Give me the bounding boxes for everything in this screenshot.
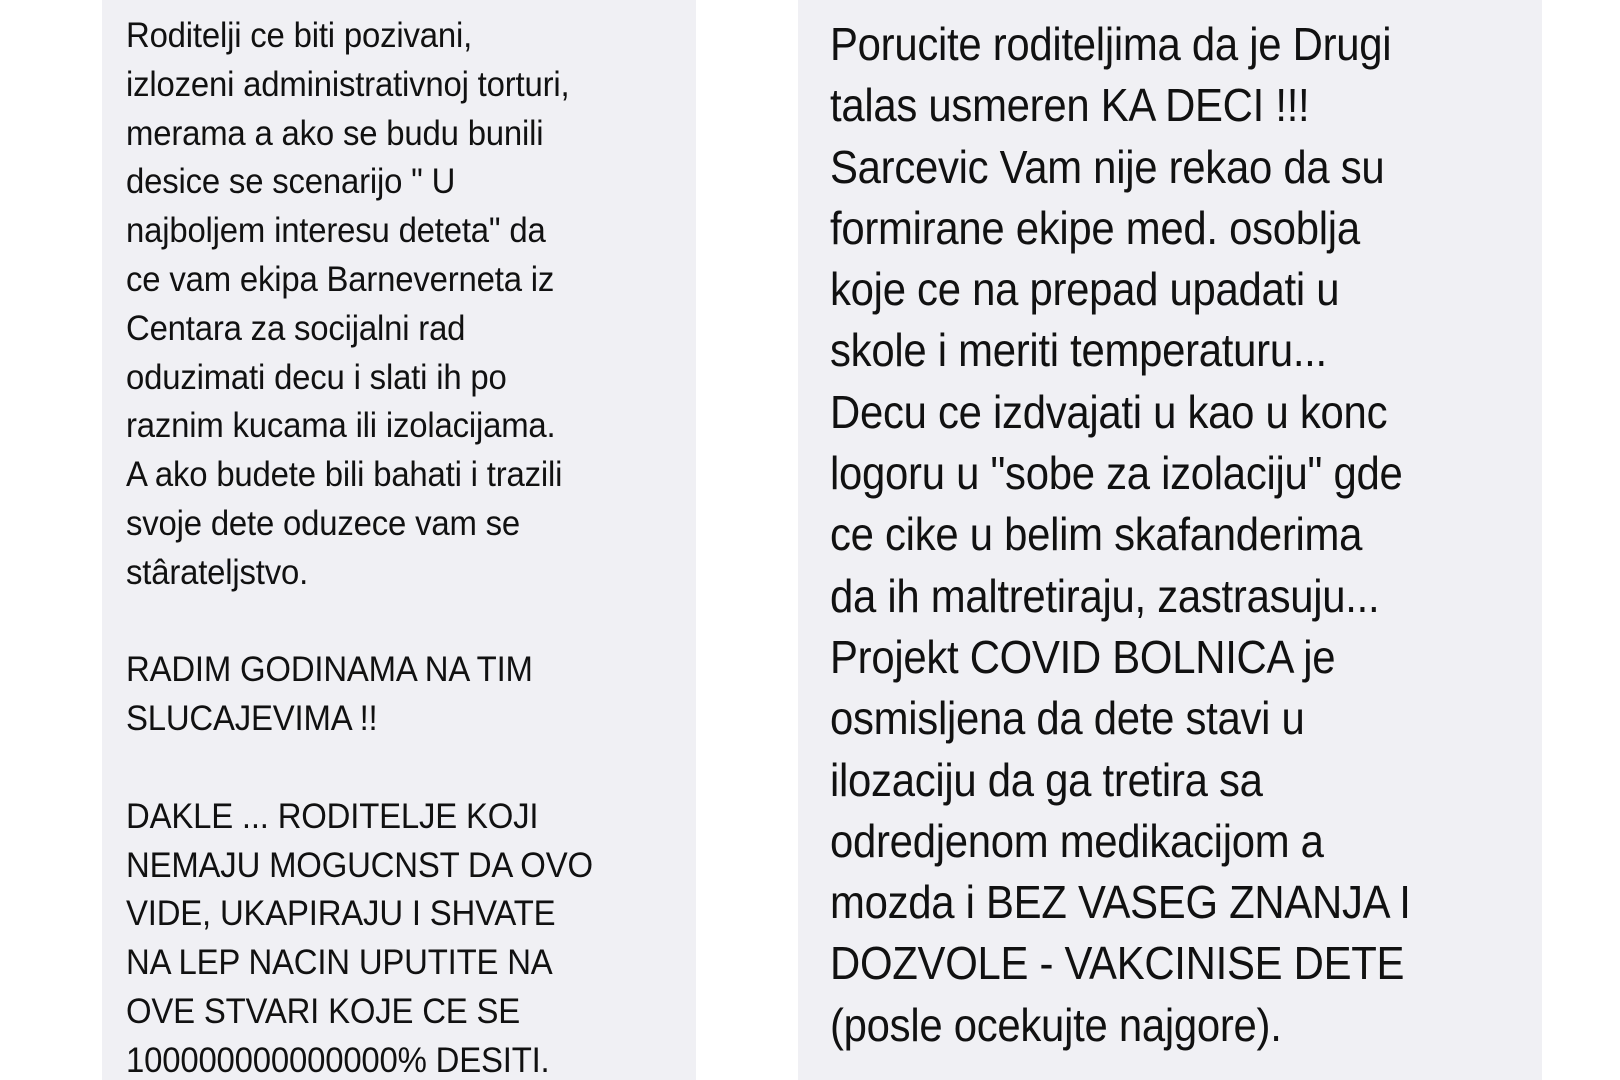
message-line: ilozaciju da ga tretira sa bbox=[830, 753, 1263, 806]
message-line: DAKLE ... RODITELJE KOJI bbox=[126, 796, 539, 836]
message-line: logoru u "sobe za izolaciju" gde bbox=[830, 447, 1403, 500]
message-bubble-left bbox=[102, 0, 696, 1080]
message-line: raznim kucama ili izolacijama. bbox=[126, 406, 556, 446]
message-line: A ako budete bili bahati i trazili bbox=[126, 455, 563, 495]
message-line: ce vam ekipa Barneverneta iz bbox=[126, 259, 555, 299]
message-line: da ih maltretiraju, zastrasuju... bbox=[830, 569, 1380, 622]
message-line: RADIM GODINAMA NA TIM bbox=[126, 650, 533, 690]
message-paragraph bbox=[830, 14, 1542, 1056]
message-line: SLUCAJEVIMA !! bbox=[126, 699, 378, 739]
message-paragraph bbox=[126, 12, 696, 598]
message-line: oduzimati decu i slati ih po bbox=[126, 357, 507, 397]
message-line: (posle ocekujte najgore). bbox=[830, 998, 1282, 1051]
message-line: ce cike u belim skafanderima bbox=[830, 508, 1363, 561]
message-paragraph bbox=[126, 646, 696, 744]
message-line: skole i meriti temperaturu... bbox=[830, 324, 1327, 377]
message-line: odredjenom medikacijom a bbox=[830, 814, 1324, 867]
message-line: merama a ako se budu bunili bbox=[126, 113, 544, 153]
message-line: Projekt COVID BOLNICA je bbox=[830, 630, 1336, 683]
message-line: DOZVOLE - VAKCINISE DETE bbox=[830, 937, 1405, 990]
message-line: Porucite roditeljima da je Drugi bbox=[830, 18, 1392, 70]
message-line: OVE STVARI KOJE CE SE bbox=[126, 991, 521, 1031]
message-line: NEMAJU MOGUCNST DA OVO bbox=[126, 845, 593, 885]
message-line: Roditelji ce biti pozivani, bbox=[126, 16, 473, 55]
message-bubble-right bbox=[798, 0, 1542, 1080]
message-line: osmisljena da dete stavi u bbox=[830, 692, 1305, 745]
message-line: mozda i BEZ VASEG ZNANJA I bbox=[830, 876, 1411, 929]
message-line: Decu ce izdvajati u kao u konc bbox=[830, 385, 1388, 438]
message-line: Sarcevic Vam nije rekao da su bbox=[830, 140, 1385, 193]
message-line: Centara za socijalni rad bbox=[126, 308, 466, 348]
message-line: formirane ekipe med. osoblja bbox=[830, 201, 1360, 254]
message-paragraph bbox=[126, 793, 696, 1080]
message-line: talas usmeren KA DECI !!! bbox=[830, 79, 1310, 132]
message-line: svoje dete oduzece vam se bbox=[126, 503, 520, 543]
message-line: VIDE, UKAPIRAJU I SHVATE bbox=[126, 894, 556, 934]
message-line: stârateljstvo. bbox=[126, 552, 309, 592]
message-line: 100000000000000% DESITI. bbox=[126, 1040, 550, 1080]
message-line: desice se scenarijo " U bbox=[126, 162, 456, 202]
message-line: koje ce na prepad upadati u bbox=[830, 263, 1340, 316]
paragraph-spacer bbox=[126, 598, 696, 647]
paragraph-spacer bbox=[126, 744, 696, 793]
message-line: izlozeni administrativnoj torturi, bbox=[126, 64, 570, 104]
message-line: najboljem interesu deteta" da bbox=[126, 211, 546, 251]
message-line: NA LEP NACIN UPUTITE NA bbox=[126, 943, 553, 983]
